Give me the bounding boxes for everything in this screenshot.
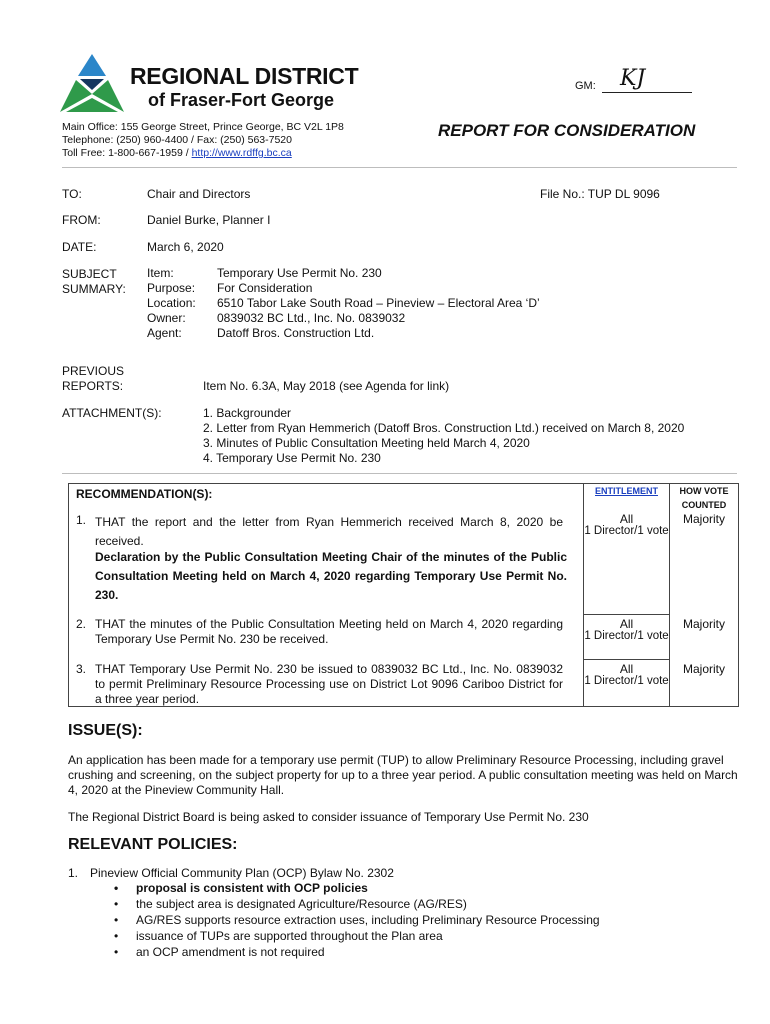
entitlement-value: All bbox=[619, 617, 634, 631]
entitlement-value: 1 Director/1 vote bbox=[584, 675, 669, 687]
policy-number: 1. bbox=[68, 866, 79, 880]
entitlement-header[interactable]: ENTITLEMENT bbox=[595, 486, 658, 496]
attachment-item: 4. Temporary Use Permit No. 230 bbox=[203, 451, 381, 465]
policies-heading: RELEVANT POLICIES: bbox=[68, 836, 238, 853]
rec-text: THAT the minutes of the Public Consultation Meeting held on March 4, 2020 regarding Temporary Use Permit No. 230 be received. bbox=[95, 617, 563, 646]
rec-number: 3. bbox=[76, 662, 87, 676]
header-divider bbox=[62, 167, 737, 168]
subject-label-1: SUBJECT bbox=[62, 267, 117, 281]
tollfree-text: Toll Free: 1-800-667-1959 / bbox=[62, 147, 192, 159]
subject-key: Location: bbox=[147, 296, 196, 310]
previous-label-2: REPORTS: bbox=[62, 379, 124, 393]
issues-paragraph: The Regional District Board is being asked to consider issuance of Temporary Use Permit No. 230 bbox=[68, 810, 589, 824]
contact-block bbox=[62, 121, 344, 160]
org-name-line1: REGIONAL DISTRICT bbox=[130, 63, 359, 89]
address-text: Main Office: 155 George Street, Prince George, BC V2L 1P8 bbox=[62, 121, 344, 133]
phone-text: Telephone: (250) 960-4400 / Fax: (250) 563-7520 bbox=[62, 134, 292, 146]
previous-value: Item No. 6.3A, May 2018 (see Agenda for link) bbox=[203, 379, 450, 393]
attachment-item: 1. Backgrounder bbox=[203, 406, 292, 420]
recommendations-heading: RECOMMENDATION(S): bbox=[76, 487, 213, 501]
table-row-divider bbox=[583, 614, 669, 615]
rec-text: THAT Temporary Use Permit No. 230 be issued to 0839032 BC Ltd., Inc. No. 0839032 to permit Preliminary Resource Processing use on District Lot 9096 Cariboo District for a three year period. bbox=[95, 662, 563, 706]
policy-bullet: • the subject area is designated Agriculture/Resource (AG/RES) bbox=[114, 896, 600, 912]
vote-value: Majority bbox=[682, 662, 725, 676]
how-vote-header-1: HOW VOTE bbox=[679, 486, 729, 496]
attachment-item: 3. Minutes of Public Consultation Meeting held March 4, 2020 bbox=[203, 436, 530, 450]
entitlement-value: 1 Director/1 vote bbox=[584, 630, 669, 642]
date-label: DATE: bbox=[62, 240, 97, 254]
report-type-title: REPORT FOR CONSIDERATION bbox=[438, 121, 696, 140]
vote-value: Majority bbox=[682, 512, 725, 526]
attachment-item: 2. Letter from Ryan Hemmerich (Datoff Bros. Construction Ltd.) received on March 8, 2020 bbox=[203, 421, 685, 435]
subject-key: Purpose: bbox=[147, 281, 196, 295]
issues-paragraph: An application has been made for a temporary use permit (TUP) to allow Preliminary Resource Processing, including gravel crushing and screening, on the subject property for up to a three year period. A public consultation meeting was held on March 4, 2020 at the Pineview Community Hall. bbox=[68, 753, 738, 797]
attachments-label: ATTACHMENT(S): bbox=[62, 406, 162, 420]
to-label: TO: bbox=[62, 187, 82, 201]
memo-divider bbox=[62, 473, 737, 474]
date-value: March 6, 2020 bbox=[147, 240, 224, 254]
how-vote-header-2: COUNTED bbox=[681, 500, 727, 510]
subject-value: Datoff Bros. Construction Ltd. bbox=[217, 326, 375, 340]
subject-key: Item: bbox=[147, 266, 174, 280]
from-label: FROM: bbox=[62, 213, 101, 227]
gm-signature-line bbox=[602, 92, 692, 93]
subject-value: 0839032 BC Ltd., Inc. No. 0839032 bbox=[217, 311, 406, 325]
previous-label-1: PREVIOUS bbox=[62, 364, 125, 378]
policy-title: Pineview Official Community Plan (OCP) Bylaw No. 2302 bbox=[90, 866, 394, 880]
policy-bullet: • proposal is consistent with OCP policies bbox=[114, 880, 600, 896]
subject-key: Agent: bbox=[147, 326, 182, 340]
table-row-divider bbox=[583, 659, 669, 660]
to-value: Chair and Directors bbox=[147, 187, 251, 201]
policy-bullets bbox=[114, 880, 600, 960]
subject-value: 6510 Tabor Lake South Road – Pineview – Electoral Area ‘D’ bbox=[217, 296, 540, 310]
entitlement-value: All bbox=[619, 662, 634, 676]
rec-number: 2. bbox=[76, 617, 87, 631]
rdffg-logo bbox=[58, 52, 126, 114]
file-number: File No.: TUP DL 9096 bbox=[540, 187, 660, 201]
rec-text: THAT the report and the letter from Ryan Hemmerich received March 8, 2020 be received. bbox=[95, 515, 563, 548]
policy-bullet: • AG/RES supports resource extraction uses, including Preliminary Resource Processing bbox=[114, 912, 600, 928]
gm-label: GM: bbox=[575, 80, 596, 92]
subject-value: Temporary Use Permit No. 230 bbox=[217, 266, 382, 280]
from-value: Daniel Burke, Planner I bbox=[147, 213, 271, 227]
entitlement-value: 1 Director/1 vote bbox=[584, 525, 669, 537]
policy-bullet: • an OCP amendment is not required bbox=[114, 944, 600, 960]
website-link[interactable]: http://www.rdffg.bc.ca bbox=[191, 147, 292, 159]
tollfree-line bbox=[62, 147, 344, 160]
rec-note: Declaration by the Public Consultation Meeting Chair of the minutes of the Public Consultation Meeting held on March 4, 2020 regarding Temporary Use Permit No. 230. bbox=[95, 550, 567, 602]
vote-value: Majority bbox=[682, 617, 725, 631]
policy-bullet: • issuance of TUPs are supported throughout the Plan area bbox=[114, 928, 600, 944]
gm-initials: KJ bbox=[620, 66, 646, 91]
org-name-line2: of Fraser-Fort George bbox=[148, 90, 335, 110]
entitlement-value: All bbox=[619, 512, 634, 526]
issues-heading: ISSUE(S): bbox=[68, 722, 143, 739]
subject-label-2: SUMMARY: bbox=[62, 282, 126, 296]
subject-value: For Consideration bbox=[217, 281, 313, 295]
subject-key: Owner: bbox=[147, 311, 186, 325]
rec-number: 1. bbox=[76, 513, 87, 527]
